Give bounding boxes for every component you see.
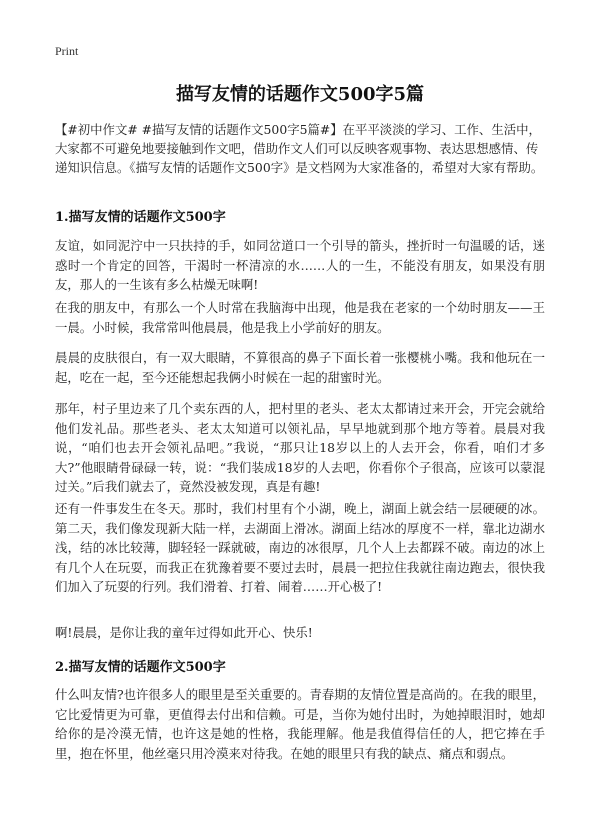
section-1-paragraph: 还有一件事发生在冬天。那时，我们村里有个小湖，晚上，湖面上就会结一层硬硬的冰。第二天，我们像发现新大陆一样，去湖面上滑冰。湖面上结冰的厚度不一样，靠北边湖水浅，结的冰比较薄，脚轻轻一踩就破，南边的冰很厚，几个人上去都踩不破。南边的冰上有几个人在玩耍，而我正在犹豫着要不要过去时，晨晨一把拉住我就往南边跑去，很快我们加入了玩耍的行列。我们滑着、打着、闹着……开心极了!	[55, 501, 545, 594]
article-title: 描写友情的话题作文500字5篇	[175, 84, 425, 105]
section-1-paragraph: 晨晨的皮肤很白，有一双大眼睛，不算很高的鼻子下面长着一张樱桃小嘴。我和他玩在一起，吃在一起，至今还能想起我俩小时候在一起的甜蜜时光。	[55, 350, 545, 385]
section-1-paragraph: 那年，村子里边来了几个卖东西的人，把村里的老头、老太太都请过来开会，开完会就给他们发礼品。那些老头、老太太知道可以领礼品，早早地就到那个地方等着。晨晨对我说，“咱们也去开会领礼品吧。”我说，“那只让18岁以上的人去开会，你看，咱们才多大?”他眼睛骨碌碌一转，说：“我们装成18岁的人去吧，你看你个子很高，应该可以蒙混过关。”后我们就去了，竟然没被发现，真是有趣!	[55, 401, 545, 494]
section-1-paragraph: 友谊，如同泥泞中一只扶持的手，如同岔道口一个引导的箭头，挫折时一句温暖的话，迷惑时一个肯定的回答，干渴时一杯清凉的水……人的一生，不能没有朋友，如果没有朋友，那人的一生该有多么枯燥无味啊!	[55, 238, 545, 292]
print-link[interactable]: Print	[55, 44, 79, 58]
section-1-paragraph: 啊!晨晨，是你让我的童年过得如此开心、快乐!	[55, 625, 313, 640]
section-1-heading: 1.描写友情的话题作文500字	[55, 210, 226, 225]
section-2-paragraph: 什么叫友情?也许很多人的眼里是至关重要的。青春期的友情位置是高尚的。在我的眼里，它比爱情更为可靠，更值得去付出和信赖。可是，当你为她付出时，为她掉眼泪时，她却给你的是冷漠无情，也许这是她的性格，我能理解。他是我值得信任的人，把它捧在手里，抱在怀里，他丝毫只用冷漠来对待我。在她的眼里只有我的缺点、痛点和弱点。	[55, 687, 545, 761]
section-2-heading: 2.描写友情的话题作文500字	[55, 660, 226, 675]
article-intro: 【#初中作文# #描写友情的话题作文500字5篇#】在平平淡淡的学习、工作、生活中，大家都不可避免地要接触到作文吧，借助作文人们可以反映客观事物、表达思想感情、传递知识信息。《描写友情的话题作文500字》是文档网为大家准备的，希望对大家有帮助。	[55, 122, 544, 175]
section-1-paragraph: 在我的朋友中，有那么一个人时常在我脑海中出现，他是我在老家的一个幼时朋友——王一晨。小时候，我常常叫他晨晨，他是我上小学前好的朋友。	[55, 300, 545, 335]
